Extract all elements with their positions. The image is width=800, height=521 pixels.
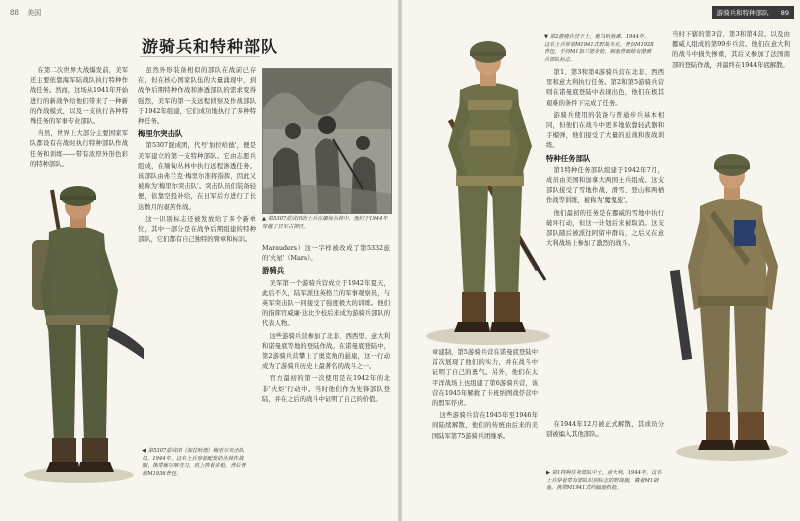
subhead-merrill: 梅里尔突击队 — [138, 129, 183, 139]
left-col3 — [262, 244, 390, 407]
fssf-soldier-illustration — [670, 140, 794, 470]
left-col3-para-2: 美军第一个游骑兵营成立于1942年夏天，此后不久，陆军派往英格兰的军事观察员，与英军突击队一同接受了强度极大的训练。他们的指挥官威廉·达比少校后来成为游骑兵部队的代表人物。 — [262, 279, 390, 328]
right-col3-para-2: 在1944年12月被正式解散，其成员分别被编入其他部队。 — [546, 421, 664, 439]
right-col2-para-2: 这些游骑兵营在1945年至1946年间陆续解散，他们的传统由后来的美国陆军第75游骑兵团继承。 — [432, 412, 538, 440]
right-page-number: 89 — [780, 9, 789, 17]
right-col1-para-1: 第1、第3和第4游骑兵营在北非、西西里和意大利执行任务。第2和第5游骑兵营则在诺曼底登陆中表现出色，他们在极其艰难的条件下完成了任务。 — [546, 69, 664, 107]
center-caption — [544, 34, 654, 64]
left-col1-para-2: 当然，世界上大部分主要国家军队都设有在战时执行特种部队作战任务和训练——带有浓厚外形色彩的特种部队。 — [30, 130, 128, 168]
subhead-special-service: 特种任务部队 — [546, 153, 591, 163]
right-col3 — [672, 30, 790, 73]
right-page — [402, 0, 800, 521]
fssf-caption-text: 第1特种任务部队中士，意大利，1944年。这名士兵穿着带有部队识别标志的野战服，戴着M1钢盔，携带M1941式约翰逊机枪。 — [546, 470, 662, 491]
left-col3-para-3: 这些游骑兵营参加了北非、西西里、意大利和诺曼底等地的登陆作战。在诺曼底登陆中，第2游骑兵营攀上了奥克角的悬崖，这一行动成为了游骑兵历史上最著名的战斗之一。 — [262, 332, 390, 371]
left-section-label: 美国 — [27, 9, 42, 17]
photo-caption — [262, 216, 390, 231]
running-header-text: 游骑兵和特种部队 — [716, 9, 769, 17]
right-col1 — [546, 68, 664, 251]
right-col1-para-2: 游骑兵使用的装备与普通步兵基本相同，但他们在战斗中更多地依靠轻武器和手榴弹，他们接受了大量的近战和夜战训练。 — [546, 111, 664, 150]
photo-caption-text: 第5307混成团的士兵在缅甸丛林中，他们于1944年穿越了日军占领区。 — [262, 216, 388, 230]
fssf-caption — [546, 470, 664, 493]
page-title: 游骑兵和特种部队 — [142, 37, 279, 56]
caption-triangle-icon: ▲ — [262, 216, 268, 222]
right-running-header — [712, 6, 794, 19]
left-col1-para-1: 在第二次世界大战爆发前，美军还主要依靠海军陆战队执行特种作战任务。然而，这场从1941年开始进行的新战争给他们带来了一种新的作战模式，以及一支执行各种特殊任务的军事专业部队。 — [30, 67, 128, 126]
subhead-rangers: 游骑兵 — [262, 266, 285, 276]
jungle-photo — [262, 68, 392, 214]
center-caption-text: 第2游骑兵营下士，奥马哈海滩，1944年。这名士兵穿着M1941式野战夹克，背负M1928背包，手持M1加兰德步枪，钢盔背面绘有游骑兵部队标志。 — [544, 34, 654, 63]
right-col3-para-1: 当时下辖的第3营、第3和第4营。以及由挪威人组成的第99步兵营。他们在意大利的战斗中损失惨重，其后又参加了法国南部的登陆作战，并最终在1944年底解散。 — [672, 31, 790, 69]
left-folio — [10, 8, 41, 18]
left-col2-para-2: 第5307混成团，代号'加拉哈德'，便是美军建立的第一支特种部队。它由志愿兵组成，在缅甸丛林中执行远程渗透任务。该部队由弗兰克·梅里尔准将指挥，因此又被称为'梅里尔突击队'。突击队员们装备轻便，依靠空投补给，在日军后方进行了长达数月的艰苦作战。 — [138, 142, 256, 211]
ranger-caption-text: 第5307混成团（加拉哈德）梅里尔突击队员，1944年。这名士兵穿着配发的丛林作战服，携带廓尔喀弯刀，肩上挎着步枪，背后背着M1936背包。 — [142, 448, 246, 477]
left-col2-para-1: 虽然外形装备相似的部队在战前已存在，但在核心国家队伍的大量涌现中，到战争后期特种作战和渗透部队的需求变得强烈，美军的第一支远程侦察及作战部队于1942年组建，它们成功地执行了多种特种任务。 — [138, 67, 256, 126]
caption-arrow-right-icon: ▶ — [546, 470, 552, 476]
ranger-soldier-illustration — [420, 30, 556, 350]
left-col1 — [30, 66, 128, 172]
caption-arrow-icon: ◀ — [142, 448, 148, 454]
jungle-photo-image — [263, 69, 391, 213]
left-col2 — [138, 66, 256, 247]
left-page — [0, 0, 398, 521]
left-page-number: 88 — [10, 9, 19, 17]
left-col3-para-1: Marauders）这一字样被改成了第5332旅的'火星'（Mars）。 — [262, 245, 390, 263]
right-col2-para-1: 章建制，第5游骑兵营在诺曼底登陆中首次展现了他们的实力，并在战斗中证明了自己的勇气。另外，他们在太平洋战场上也组建了第6游骑兵营，该营在1945年解救了卡班纳图战俘营中的盟军俘虏。 — [432, 349, 538, 408]
ranger-caption — [142, 448, 250, 478]
caption-triangle-down-icon: ▼ — [544, 34, 550, 40]
right-col1-para-3: 第1特种任务部队组建于1942年7月，成员由美国和加拿大两国士兵组成。这支部队接受了雪地作战、滑雪、登山和两栖作战等训练，被称为'魔鬼旅'。 — [546, 166, 664, 205]
left-col2-para-3: 这一识别标志还被发放给了多个新单位，其中一部分是在战争后期组建的特种部队，它们都有自己独特的臂章和标识。 — [138, 215, 256, 244]
merrill-soldier-illustration — [14, 170, 144, 490]
left-col3-para-4: 官方最初的第一次使用是在1942年的北非'火炬'行动中。当时他们作为先锋部队登陆，并在之后的战斗中证明了自己的价值。 — [262, 375, 390, 403]
right-col1-para-4: 他们最初的任务是在挪威的雪地中执行破坏行动，但这一计划后来被取消。这支部队随后被派往阿留申群岛，之后又在意大利战场上参加了激烈的战斗。 — [546, 209, 664, 248]
right-col2 — [432, 348, 538, 444]
right-col3b — [546, 420, 664, 442]
